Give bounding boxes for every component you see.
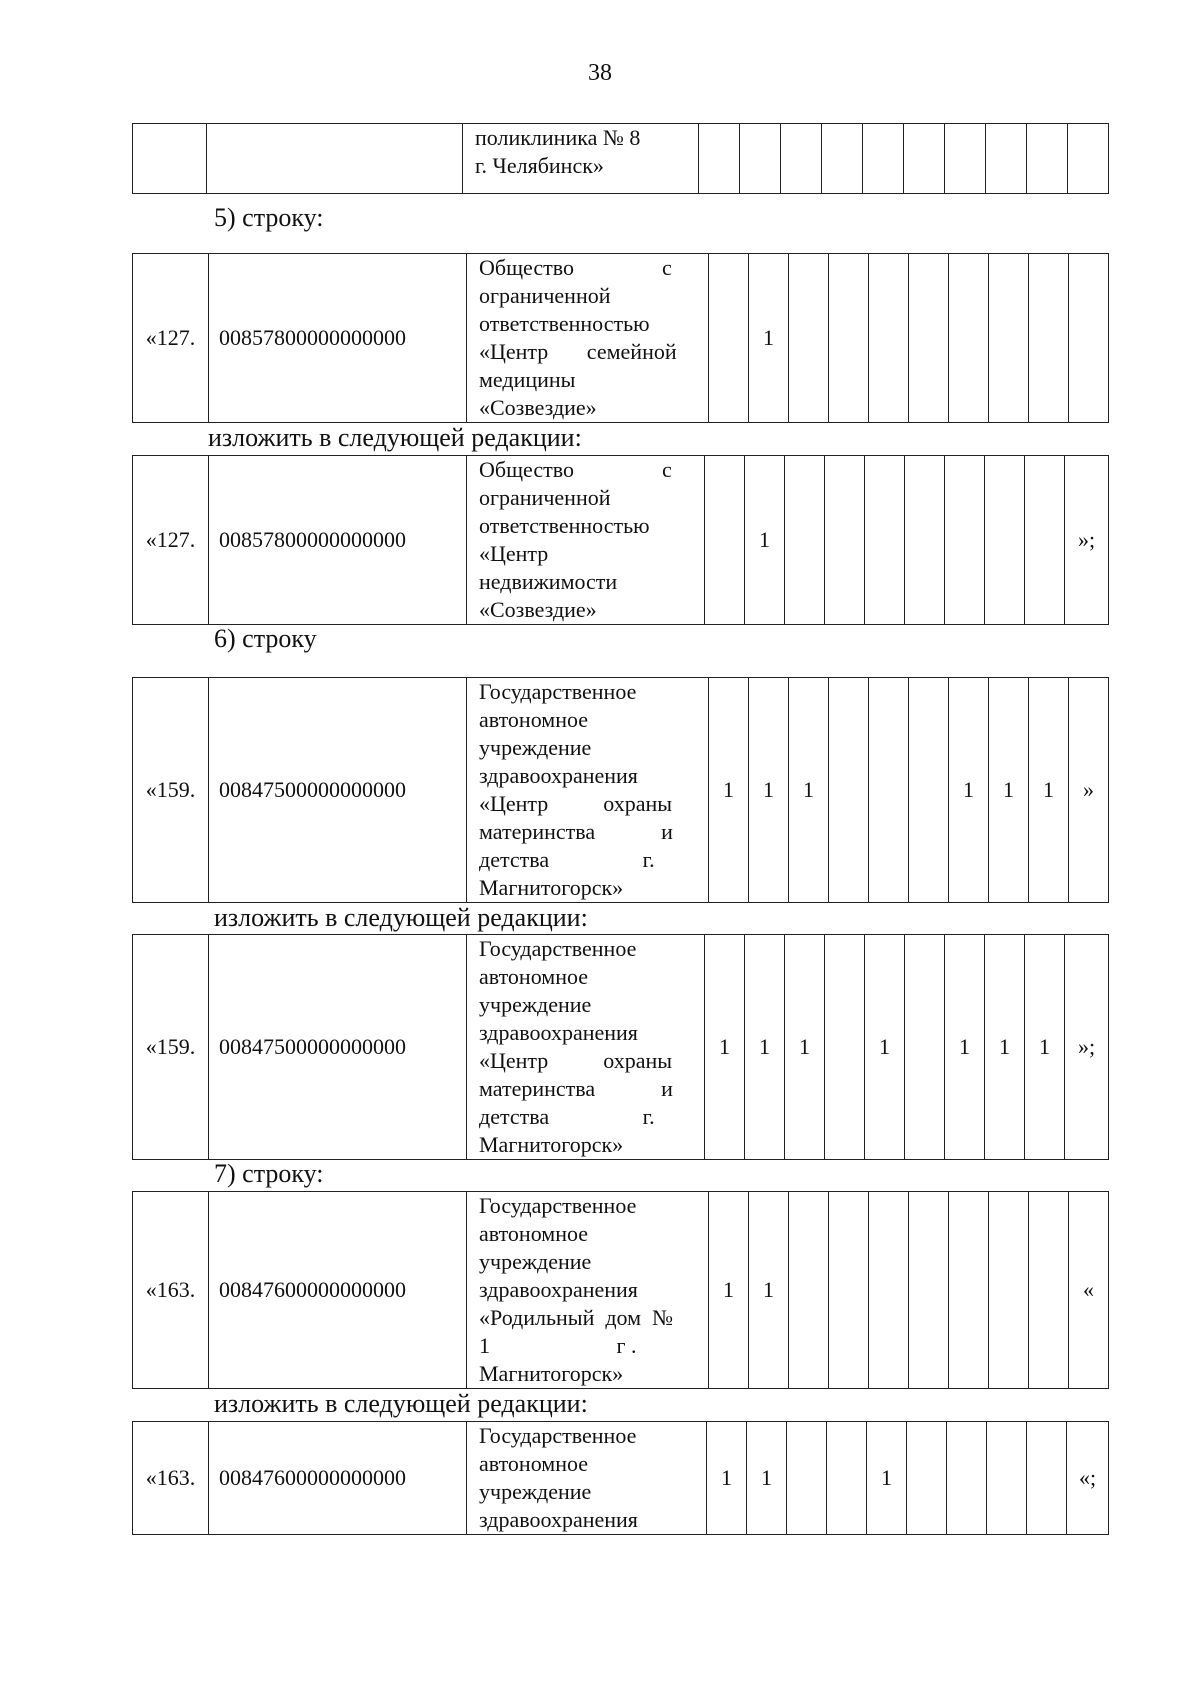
org-name-line: Общество с xyxy=(479,457,672,482)
table-row-159-new xyxy=(132,934,1109,1160)
mark-cell xyxy=(989,1192,1029,1389)
caption-7: 7) строку: xyxy=(214,1159,324,1188)
mark-cell xyxy=(1068,124,1109,194)
mark-cell: 1 xyxy=(749,678,789,903)
mark-cell xyxy=(869,1192,909,1389)
org-code: 00847500000000000 xyxy=(209,678,467,903)
mark-cell xyxy=(1029,254,1069,423)
org-name-line: ограниченной xyxy=(479,485,611,510)
org-code: 00847600000000000 xyxy=(209,1192,467,1389)
mark-cell xyxy=(947,1422,987,1535)
org-name-line: ограниченной xyxy=(479,283,611,308)
table-row-159-old xyxy=(132,677,1109,903)
table-row xyxy=(133,124,1109,194)
org-name-line: Общество с xyxy=(479,255,672,280)
mark-cell: 1 xyxy=(945,935,985,1160)
mark-cell xyxy=(909,254,949,423)
org-name-line: ответственностью xyxy=(479,513,650,538)
mark-cell xyxy=(945,124,986,194)
mark-cell xyxy=(699,124,740,194)
mark-cell: » xyxy=(1069,678,1109,903)
org-name xyxy=(467,456,705,625)
mark-cell: 1 xyxy=(1025,935,1065,1160)
mark-cell xyxy=(740,124,781,194)
mark-cell xyxy=(829,1192,869,1389)
org-name-line: Государственное xyxy=(479,936,637,961)
org-name-line: «Центр xyxy=(479,541,549,566)
mark-cell: 1 xyxy=(707,1422,747,1535)
mark-cell xyxy=(705,456,745,625)
org-name xyxy=(467,935,705,1160)
org-name-line: «Созвездие» xyxy=(479,597,597,622)
table-row xyxy=(133,678,1109,903)
caption-159-new: изложить в следующей редакции: xyxy=(214,903,588,932)
mark-cell xyxy=(865,456,905,625)
org-code: 00857800000000000 xyxy=(209,254,467,423)
org-code: 00847500000000000 xyxy=(209,935,467,1160)
org-name-line: здравоохранения xyxy=(479,1507,638,1532)
caption-127-new: изложить в следующей редакции: xyxy=(208,423,582,452)
mark-cell xyxy=(905,456,945,625)
row-number: «159. xyxy=(133,678,209,903)
mark-cell: « xyxy=(1069,1192,1109,1389)
mark-cell: 1 xyxy=(749,1192,789,1389)
mark-cell xyxy=(785,456,825,625)
row-number: «159. xyxy=(133,935,209,1160)
mark-cell: 1 xyxy=(747,1422,787,1535)
org-name-line: автономное xyxy=(479,964,589,989)
mark-cell xyxy=(909,678,949,903)
mark-cell xyxy=(1029,1192,1069,1389)
org-name-line: детства г. xyxy=(479,1104,655,1129)
row-number: «127. xyxy=(133,254,209,423)
mark-cell xyxy=(789,1192,829,1389)
mark-cell xyxy=(869,254,909,423)
mark-cell: 1 xyxy=(985,935,1025,1160)
mark-cell: »; xyxy=(1065,935,1109,1160)
org-name-line: учреждение xyxy=(479,735,592,760)
mark-cell: 1 xyxy=(989,678,1029,903)
row-number: «163. xyxy=(133,1422,209,1535)
org-name-line: материнства и xyxy=(479,1076,673,1101)
org-name-line: Государственное xyxy=(479,1423,637,1448)
mark-cell xyxy=(907,1422,947,1535)
org-code xyxy=(207,124,463,194)
table-row-163-old xyxy=(132,1191,1109,1389)
mark-cell xyxy=(787,1422,827,1535)
mark-cell: 1 xyxy=(709,678,749,903)
caption-6: 6) строку xyxy=(214,624,317,653)
org-name-line: детства г. xyxy=(479,847,655,872)
org-name xyxy=(467,678,709,903)
caption-5: 5) строку: xyxy=(214,203,324,232)
mark-cell xyxy=(1069,254,1109,423)
mark-cell xyxy=(987,1422,1027,1535)
mark-cell: 1 xyxy=(785,935,825,1160)
mark-cell xyxy=(945,456,985,625)
row-number: «127. xyxy=(133,456,209,625)
table-row-127-old xyxy=(132,253,1109,423)
mark-cell: 1 xyxy=(949,678,989,903)
mark-cell: 1 xyxy=(789,678,829,903)
org-name-line: недвижимости xyxy=(479,569,618,594)
mark-cell xyxy=(986,124,1027,194)
org-name-line: «Центр охраны xyxy=(479,791,673,816)
table-row xyxy=(133,1192,1109,1389)
org-name-line: Магнитогорск» xyxy=(479,875,624,900)
org-name-line: автономное xyxy=(479,1221,589,1246)
table-row xyxy=(133,1422,1109,1535)
org-name-line: материнства и xyxy=(479,819,673,844)
mark-cell xyxy=(1027,1422,1067,1535)
mark-cell: 1 xyxy=(1029,678,1069,903)
table-row-continuation xyxy=(132,123,1109,194)
caption-163-new: изложить в следующей редакции: xyxy=(214,1389,588,1418)
table-row-163-new xyxy=(132,1421,1109,1535)
org-name-line: Магнитогорск» xyxy=(479,1361,624,1386)
org-name xyxy=(463,124,699,194)
org-name xyxy=(467,1422,707,1535)
mark-cell xyxy=(825,456,865,625)
org-name-line: учреждение xyxy=(479,1249,592,1274)
mark-cell: 1 xyxy=(865,935,905,1160)
org-name-line: Государственное xyxy=(479,679,637,704)
mark-cell xyxy=(1027,124,1068,194)
mark-cell xyxy=(1025,456,1065,625)
mark-cell: 1 xyxy=(745,935,785,1160)
row-number xyxy=(133,124,207,194)
org-name-line: здравоохранения xyxy=(479,763,638,788)
org-name-line: «Созвездие» xyxy=(479,395,597,420)
mark-cell: 1 xyxy=(705,935,745,1160)
org-name-line: «Центр семейной xyxy=(479,339,677,364)
org-name-line: Государственное xyxy=(479,1193,637,1218)
table-row xyxy=(133,254,1109,423)
mark-cell xyxy=(781,124,822,194)
mark-cell xyxy=(825,935,865,1160)
org-name-line: г. Челябинск» xyxy=(475,153,604,178)
org-name-line: Магнитогорск» xyxy=(479,1132,624,1157)
mark-cell xyxy=(949,1192,989,1389)
mark-cell xyxy=(829,678,869,903)
org-name-line: учреждение xyxy=(479,1479,592,1504)
page-number: 38 xyxy=(588,60,612,86)
org-name-line: поликлиника № 8 xyxy=(475,125,641,150)
mark-cell xyxy=(863,124,904,194)
org-name-line: автономное xyxy=(479,1451,589,1476)
org-name xyxy=(467,254,709,423)
mark-cell xyxy=(904,124,945,194)
org-name-line: учреждение xyxy=(479,992,592,1017)
org-name xyxy=(467,1192,709,1389)
table-row xyxy=(133,935,1109,1160)
mark-cell xyxy=(909,1192,949,1389)
org-name-line: «Центр охраны xyxy=(479,1048,673,1073)
mark-cell xyxy=(829,254,869,423)
mark-cell xyxy=(989,254,1029,423)
mark-cell xyxy=(949,254,989,423)
mark-cell xyxy=(822,124,863,194)
mark-cell xyxy=(985,456,1025,625)
mark-cell xyxy=(827,1422,867,1535)
mark-cell: »; xyxy=(1065,456,1109,625)
org-name-line: медицины xyxy=(479,367,576,392)
org-name-line: автономное xyxy=(479,707,589,732)
org-name-line: здравоохранения xyxy=(479,1020,638,1045)
mark-cell: «; xyxy=(1067,1422,1109,1535)
mark-cell: 1 xyxy=(749,254,789,423)
org-name-line: «Родильный дом № xyxy=(479,1305,674,1330)
org-name-line: 1 г . xyxy=(479,1333,637,1358)
mark-cell xyxy=(789,254,829,423)
mark-cell xyxy=(709,254,749,423)
table-row-127-new xyxy=(132,455,1109,625)
org-name-line: здравоохранения xyxy=(479,1277,638,1302)
mark-cell: 1 xyxy=(745,456,785,625)
mark-cell xyxy=(905,935,945,1160)
mark-cell: 1 xyxy=(867,1422,907,1535)
org-code: 00857800000000000 xyxy=(209,456,467,625)
mark-cell xyxy=(869,678,909,903)
row-number: «163. xyxy=(133,1192,209,1389)
table-row xyxy=(133,456,1109,625)
mark-cell: 1 xyxy=(709,1192,749,1389)
org-code: 00847600000000000 xyxy=(209,1422,467,1535)
org-name-line: ответственностью xyxy=(479,311,650,336)
